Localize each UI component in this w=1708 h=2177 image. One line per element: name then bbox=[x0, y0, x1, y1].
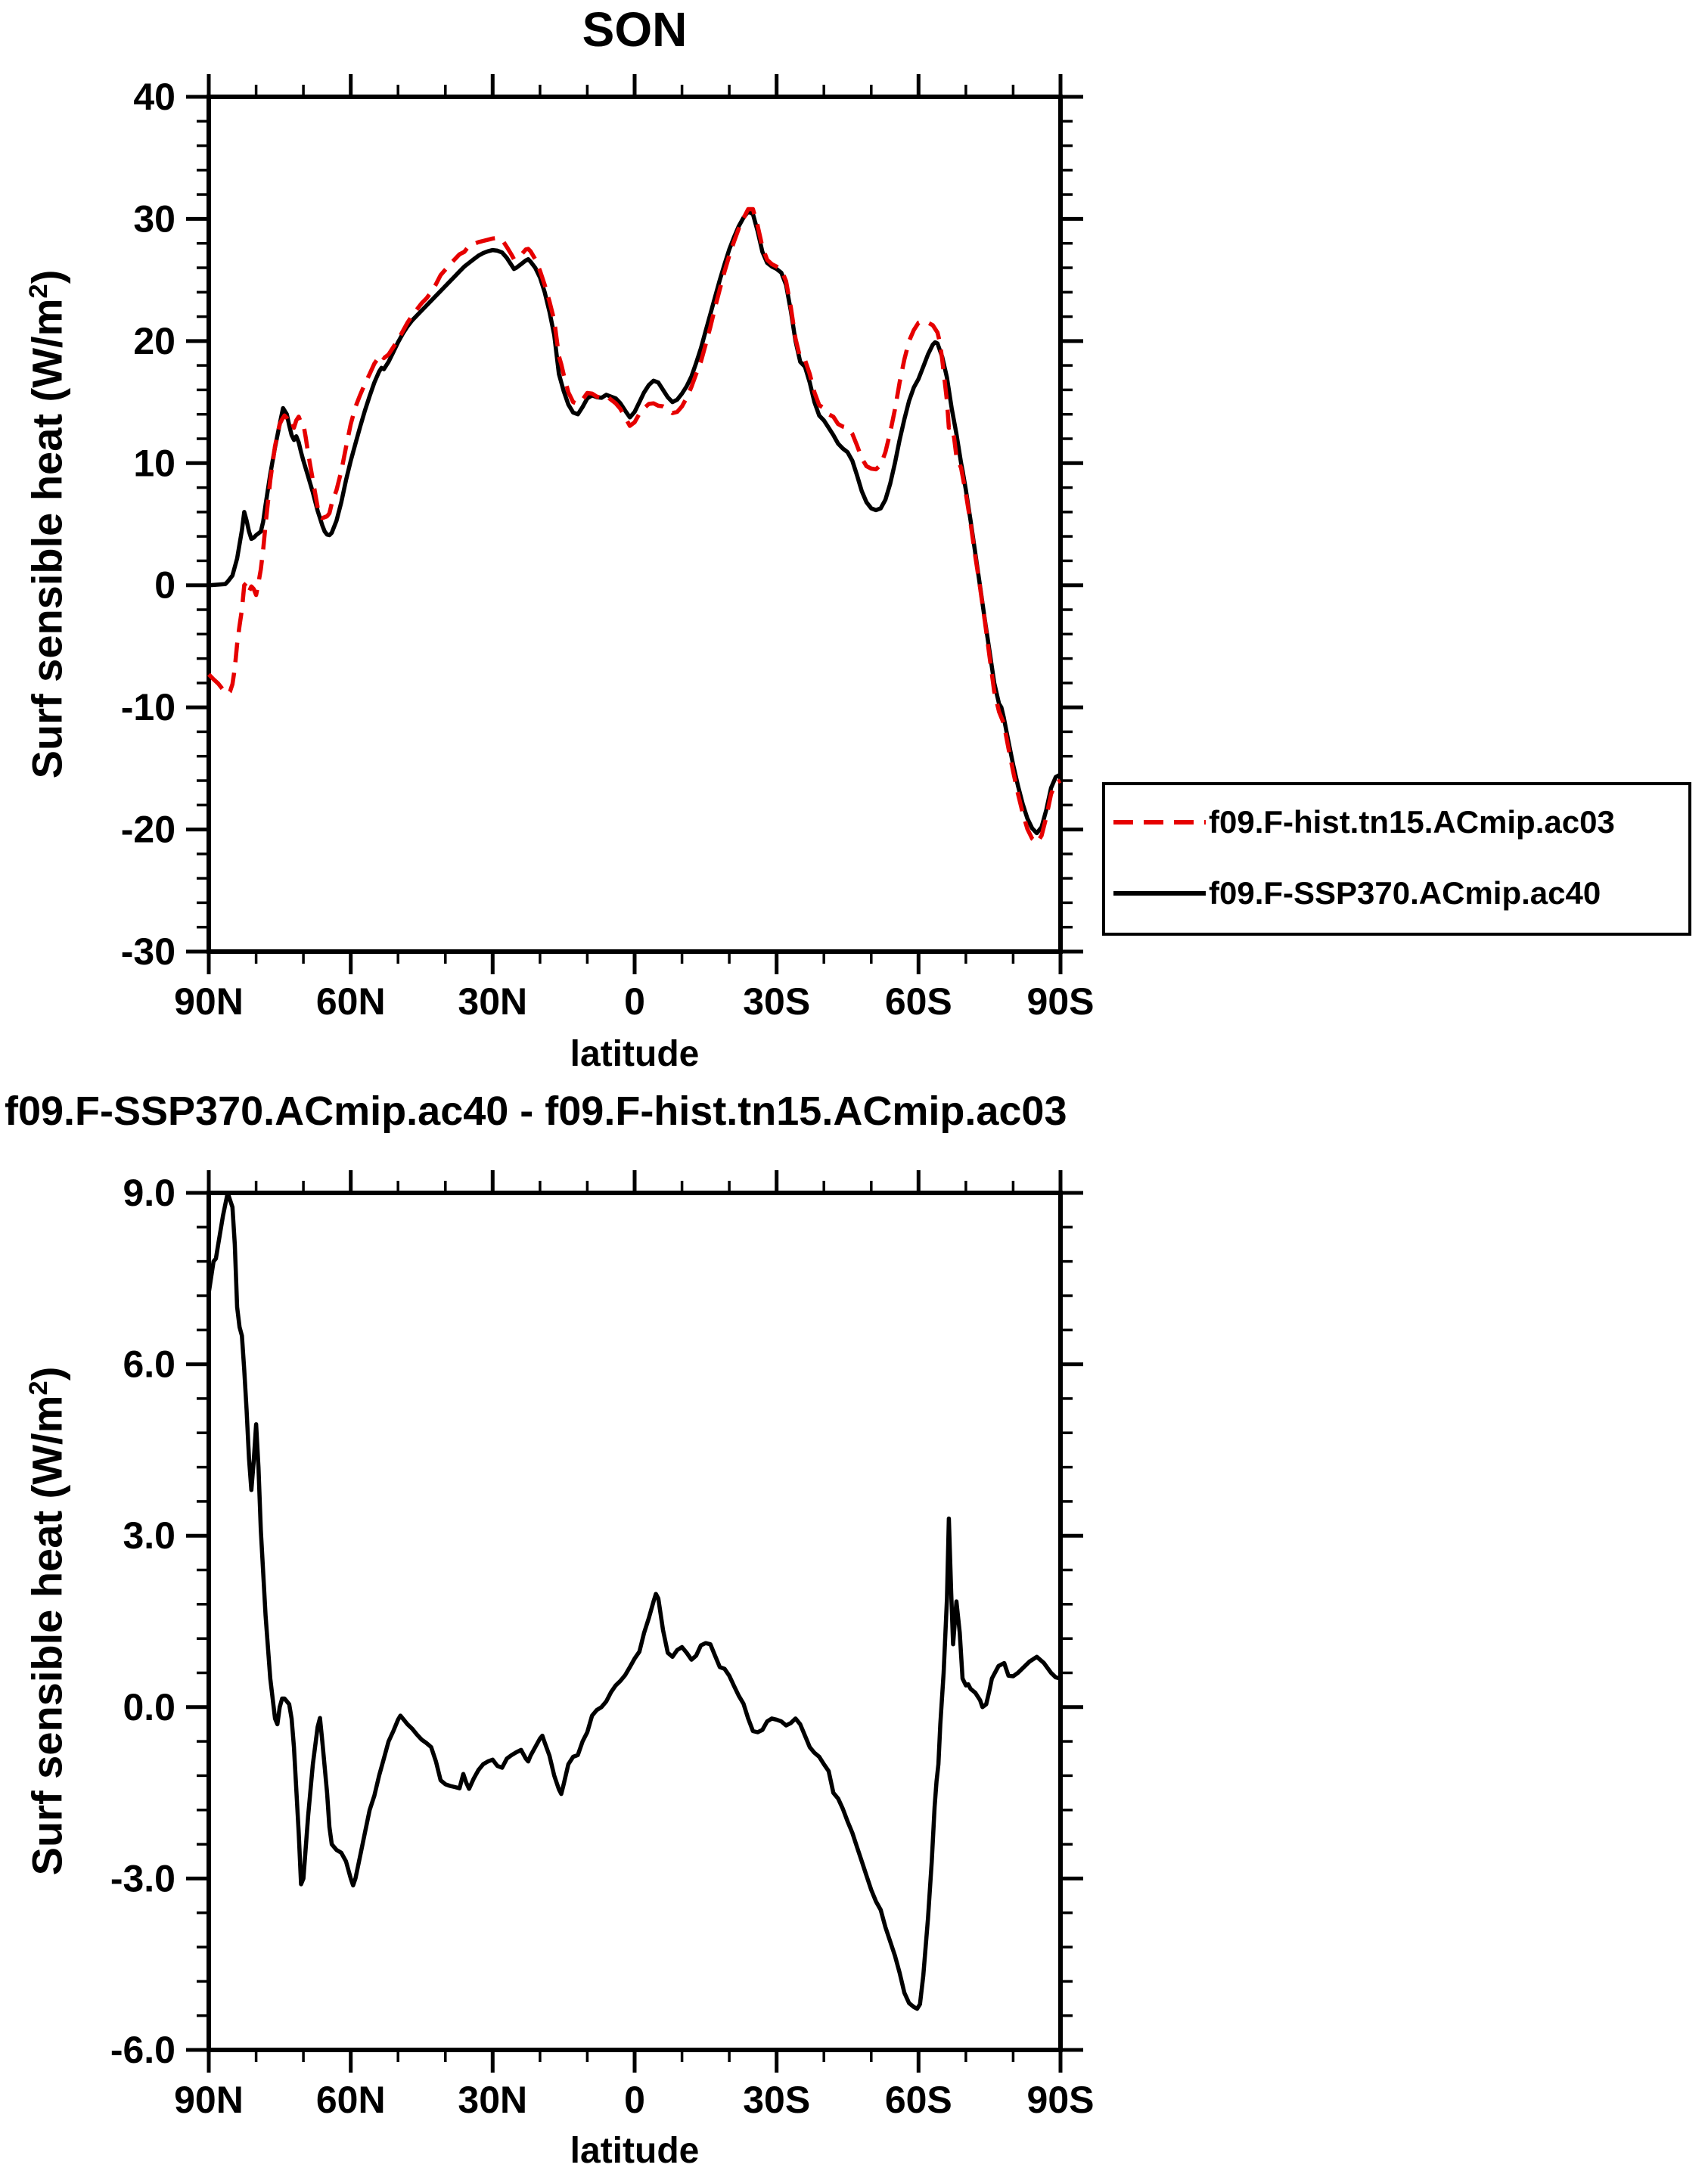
top-x-tick-label: 60S bbox=[884, 980, 952, 1023]
top-x-tick-label: 0 bbox=[624, 980, 645, 1023]
bottom-x-tick-label: 60S bbox=[884, 2079, 952, 2121]
bottom-x-axis-title: latitude bbox=[570, 2131, 700, 2171]
bottom-plot-frame bbox=[209, 1193, 1061, 2050]
bottom-y-axis-title-text: Surf sensible heat (W/m bbox=[23, 1395, 71, 1876]
bottom-y-tick-label: 9.0 bbox=[123, 1172, 175, 1214]
bottom-x-tick-label: 90S bbox=[1026, 2079, 1095, 2121]
legend-entry-hist bbox=[1113, 803, 1615, 841]
top-x-axis-title: latitude bbox=[570, 1034, 700, 1074]
bottom-x-tick-label: 90N bbox=[174, 2079, 244, 2121]
legend-solid-line-sample bbox=[1113, 890, 1206, 896]
top-x-tick-label: 90S bbox=[1026, 980, 1095, 1023]
top-y-tick-label: 40 bbox=[133, 76, 175, 118]
bottom-y-tick-label: -3.0 bbox=[110, 1857, 175, 1900]
top-y-tick-label: 20 bbox=[133, 319, 175, 362]
top-x-tick-label: 30N bbox=[458, 980, 528, 1023]
top-x-tick-label: 30S bbox=[743, 980, 811, 1023]
top-y-axis-title-close: ) bbox=[23, 269, 71, 284]
top-y-tick-label: -30 bbox=[120, 930, 175, 973]
top-series-f09-f-ssp370-acmip-ac40 bbox=[209, 212, 1061, 834]
bottom-y-axis-title bbox=[23, 1367, 72, 1876]
top-y-tick-label: -20 bbox=[120, 808, 175, 851]
bottom-y-tick-label: 6.0 bbox=[123, 1343, 175, 1386]
bottom-x-tick-label: 0 bbox=[624, 2079, 645, 2121]
top-y-tick-label: 30 bbox=[133, 197, 175, 241]
top-x-tick-label: 60N bbox=[315, 980, 386, 1023]
bottom-x-tick-label: 60N bbox=[315, 2079, 386, 2121]
bottom-y-tick-label: -6.0 bbox=[110, 2029, 175, 2071]
bottom-x-tick-label: 30N bbox=[458, 2079, 528, 2121]
bottom-y-axis-title-close: ) bbox=[23, 1366, 71, 1381]
bottom-panel-title: f09.F-SSP370.ACmip.ac40 - f09.F-hist.tn15.ACmip.ac03 bbox=[5, 1088, 1067, 1134]
top-panel-title: SON bbox=[582, 2, 688, 57]
legend bbox=[1102, 782, 1691, 936]
top-y-axis-title-text: Surf sensible heat (W/m bbox=[23, 298, 71, 779]
top-y-tick-label: 0 bbox=[154, 564, 175, 607]
legend-label-ssp370: f09.F-SSP370.ACmip.ac40 bbox=[1209, 875, 1601, 911]
bottom-series-difference-ac40-ac03- bbox=[209, 1193, 1061, 2009]
bottom-y-tick-label: 0.0 bbox=[123, 1685, 175, 1728]
bottom-y-tick-label: 3.0 bbox=[123, 1514, 175, 1557]
bottom-x-tick-label: 30S bbox=[743, 2079, 811, 2121]
top-x-tick-label: 90N bbox=[174, 980, 244, 1023]
legend-label-hist: f09.F-hist.tn15.ACmip.ac03 bbox=[1209, 804, 1615, 840]
top-y-tick-label: 10 bbox=[133, 442, 175, 485]
top-y-tick-label: -10 bbox=[120, 686, 175, 729]
bottom-y-axis-title-superscript: 2 bbox=[23, 1380, 53, 1396]
top-y-axis-title-superscript: 2 bbox=[23, 284, 53, 299]
top-y-axis-title bbox=[23, 270, 72, 779]
legend-dashed-line-sample bbox=[1113, 819, 1206, 825]
legend-entry-ssp370 bbox=[1113, 874, 1601, 912]
